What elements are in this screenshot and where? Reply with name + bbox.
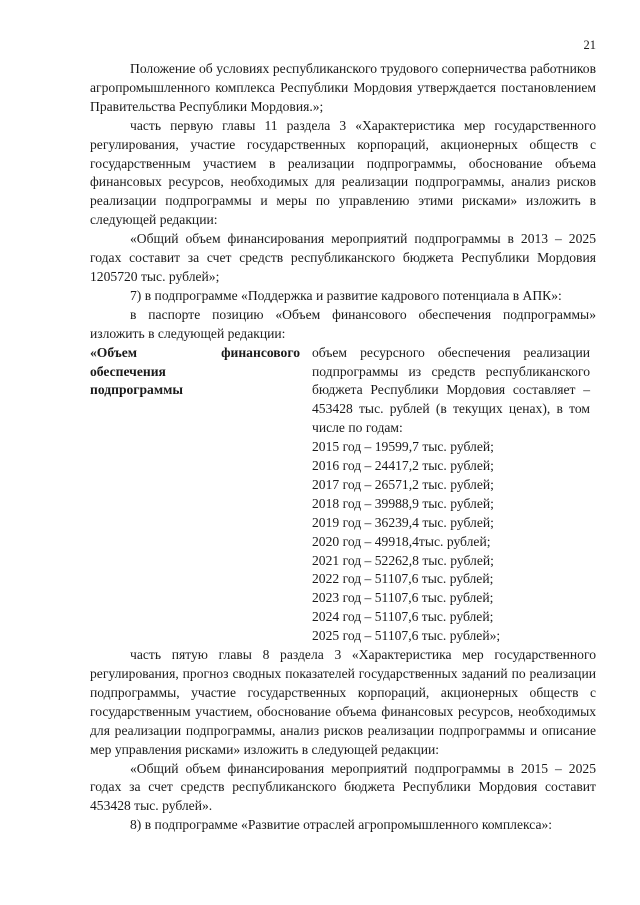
document-body xyxy=(90,60,596,835)
paragraph-regulation: Положение об условиях республиканского трудового соперничества работников агропромышленного комплекса Республики Мордовия утверждается постановлением Правительства Республики Мордовия.»; xyxy=(90,61,596,114)
funding-year-item: 2016 год – 24417,2 тыс. рублей; xyxy=(312,458,494,474)
funding-year-item: 2015 год – 19599,7 тыс. рублей; xyxy=(312,439,494,455)
passport-position-value xyxy=(312,344,590,647)
passport-table xyxy=(90,344,596,647)
page-number: 21 xyxy=(583,38,596,52)
paragraph-total-funding-2013-2025: «Общий объем финансирования мероприятий подпрограммы в 2013 – 2025 годах составит за счет средств республиканского бюджета Республики Мордовия 1205720 тыс. рублей»; xyxy=(90,231,596,284)
paragraph-total-funding-2015-2025: «Общий объем финансирования мероприятий подпрограммы в 2015 – 2025 годах за счет средств республиканского бюджета Республики Мордовия составит 453428 тыс. рублей». xyxy=(90,760,596,814)
passport-label-line: обеспечения xyxy=(90,363,166,379)
paragraph-passport-intro: в паспорте позицию «Объем финансового обеспечения подпрограммы» изложить в следующей редакции: xyxy=(90,306,596,341)
passport-position-label xyxy=(90,344,300,647)
funding-year-item: 2017 год – 26571,2 тыс. рублей; xyxy=(312,476,494,492)
funding-by-year-list xyxy=(312,438,590,646)
passport-funding-description: объем ресурсного обеспечения реализации подпрограммы из средств республиканского бюджета Республики Мордовия составляет – 453428 тыс. рублей (в текущих ценах), в том числе по годам: xyxy=(312,344,590,436)
funding-year-item: 2023 год – 51107,6 тыс. рублей; xyxy=(312,590,494,606)
funding-year-item: 2018 год – 39988,9 тыс. рублей; xyxy=(312,495,494,511)
funding-year-item: 2019 год – 36239,4 тыс. рублей; xyxy=(312,514,494,530)
paragraph-subprogram-7: 7) в подпрограмме «Поддержка и развитие кадрового потенциала в АПК»: xyxy=(130,287,562,303)
passport-label-line: «Объем финансового xyxy=(90,344,300,360)
paragraph-chapter-11: часть первую главы 11 раздела 3 «Характеристика мер государственного регулирования, участие государственных корпораций, акционерных обществ с государственным участием в реализации подпрограммы, обоснование объема финансовых ресурсов, необходимых для реализации подпрограммы, анализ рисков реализации подпрограммы и меры по управлению этими рисками» изложить в следующей редакции: xyxy=(90,117,596,228)
funding-year-item: 2020 год – 49918,4тыс. рублей; xyxy=(312,533,491,549)
funding-year-item: 2025 год – 51107,6 тыс. рублей»; xyxy=(312,628,501,644)
passport-label-line: подпрограммы xyxy=(90,382,183,398)
funding-year-item: 2022 год – 51107,6 тыс. рублей; xyxy=(312,571,494,587)
funding-year-item: 2021 год – 52262,8 тыс. рублей; xyxy=(312,552,494,568)
paragraph-subprogram-8: 8) в подпрограмме «Развитие отраслей агропромышленного комплекса»: xyxy=(130,817,553,833)
funding-year-item: 2024 год – 51107,6 тыс. рублей; xyxy=(312,609,494,625)
paragraph-chapter-8: часть пятую главы 8 раздела 3 «Характеристика мер государственного регулирования, прогноз сводных показателей государственных заданий по реализации подпрограммы, участие государственных корпораций, акционерных обществ с государственным участием, обоснование объема финансовых ресурсов, необходимых для реализации подпрограммы, анализ рисков реализации подпрограммы и описание мер управления рисками» изложить в следующей редакции: xyxy=(90,647,596,757)
